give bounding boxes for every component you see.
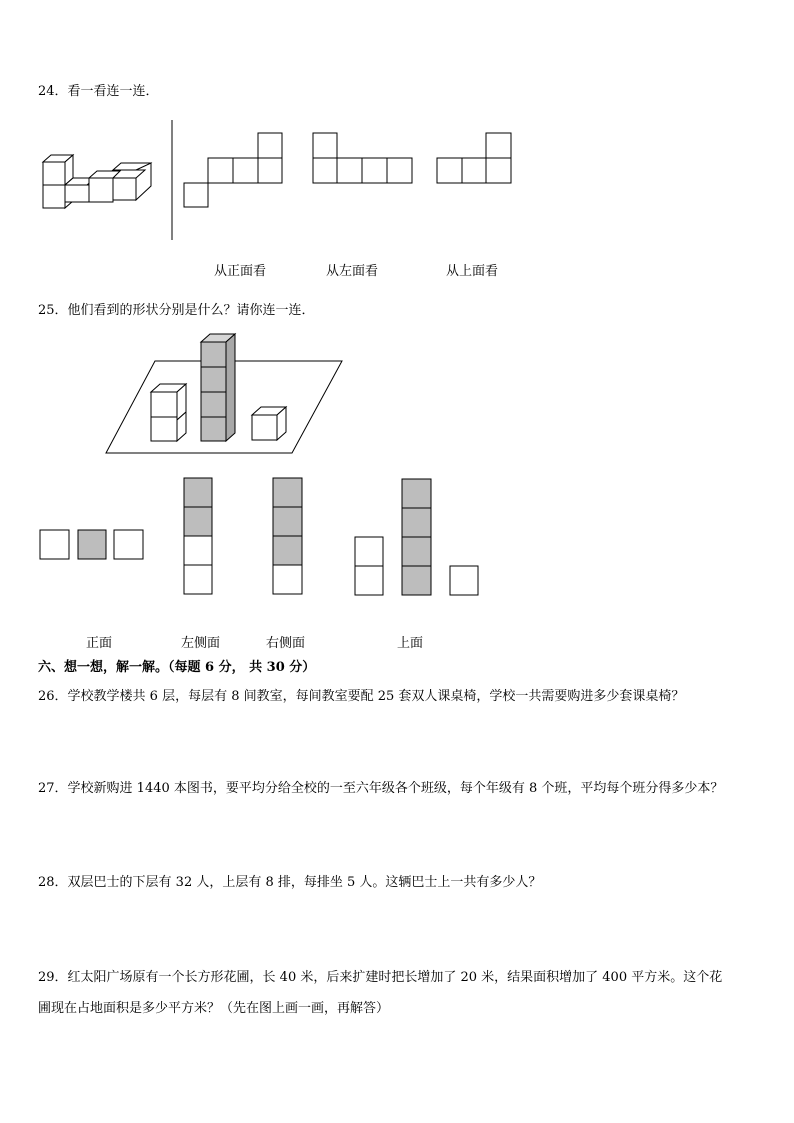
- q24-view-1: [184, 133, 282, 207]
- q25-left-stack: [151, 384, 186, 441]
- q25-label-left: 左侧面: [181, 636, 221, 651]
- q29-line1: 29．红太阳广场原有一个长方形花圃，长 40 米，后来扩建时把长增加了 20 米，结果面积增加了 400 平方米。这个花: [38, 970, 723, 985]
- q24-label-top: 从上面看: [446, 264, 499, 279]
- q25-text: 25．他们看到的形状分别是什么？请你连一连．: [38, 303, 315, 318]
- q25-right-cube: [252, 407, 286, 440]
- section6-title: 六、想一想，解一解。（每题 6 分， 共 30 分）: [38, 660, 316, 675]
- q25-option-front: [40, 530, 143, 559]
- q25-option-right: [273, 478, 302, 594]
- q26-text: 26．学校教学楼共 6 层，每层有 8 间教室，每间教室要配 25 套双人课桌椅，学校一共需要购进多少套课桌椅？: [38, 689, 685, 704]
- q28-text: 28．双层巴士的下层有 32 人，上层有 8 排，每排坐 5 人。这辆巴士上一共有多少人？: [38, 875, 542, 890]
- q25-label-top: 上面: [397, 636, 424, 651]
- q24-label-front: 从正面看: [214, 264, 267, 279]
- q29-line2: 圃现在占地面积是多少平方米？（先在图上画一画，再解答）: [38, 1001, 390, 1016]
- q25-option-left: [184, 478, 212, 594]
- q24-cube-figure: [43, 155, 151, 208]
- q24-view-3: [437, 133, 511, 183]
- q25-label-front: 正面: [86, 636, 113, 651]
- q24-text: 24．看一看连一连．: [38, 84, 159, 99]
- q24-view-2: [313, 133, 412, 183]
- q24-label-left: 从左面看: [326, 264, 379, 279]
- q25-option-top: [355, 479, 478, 595]
- q25-center-stack: [201, 334, 235, 441]
- q25-label-right: 右侧面: [266, 636, 306, 651]
- q27-text: 27．学校新购进 1440 本图书，要平均分给全校的一至六年级各个班级，每个年级有 8 个班，平均每个班分得多少本？: [38, 781, 724, 796]
